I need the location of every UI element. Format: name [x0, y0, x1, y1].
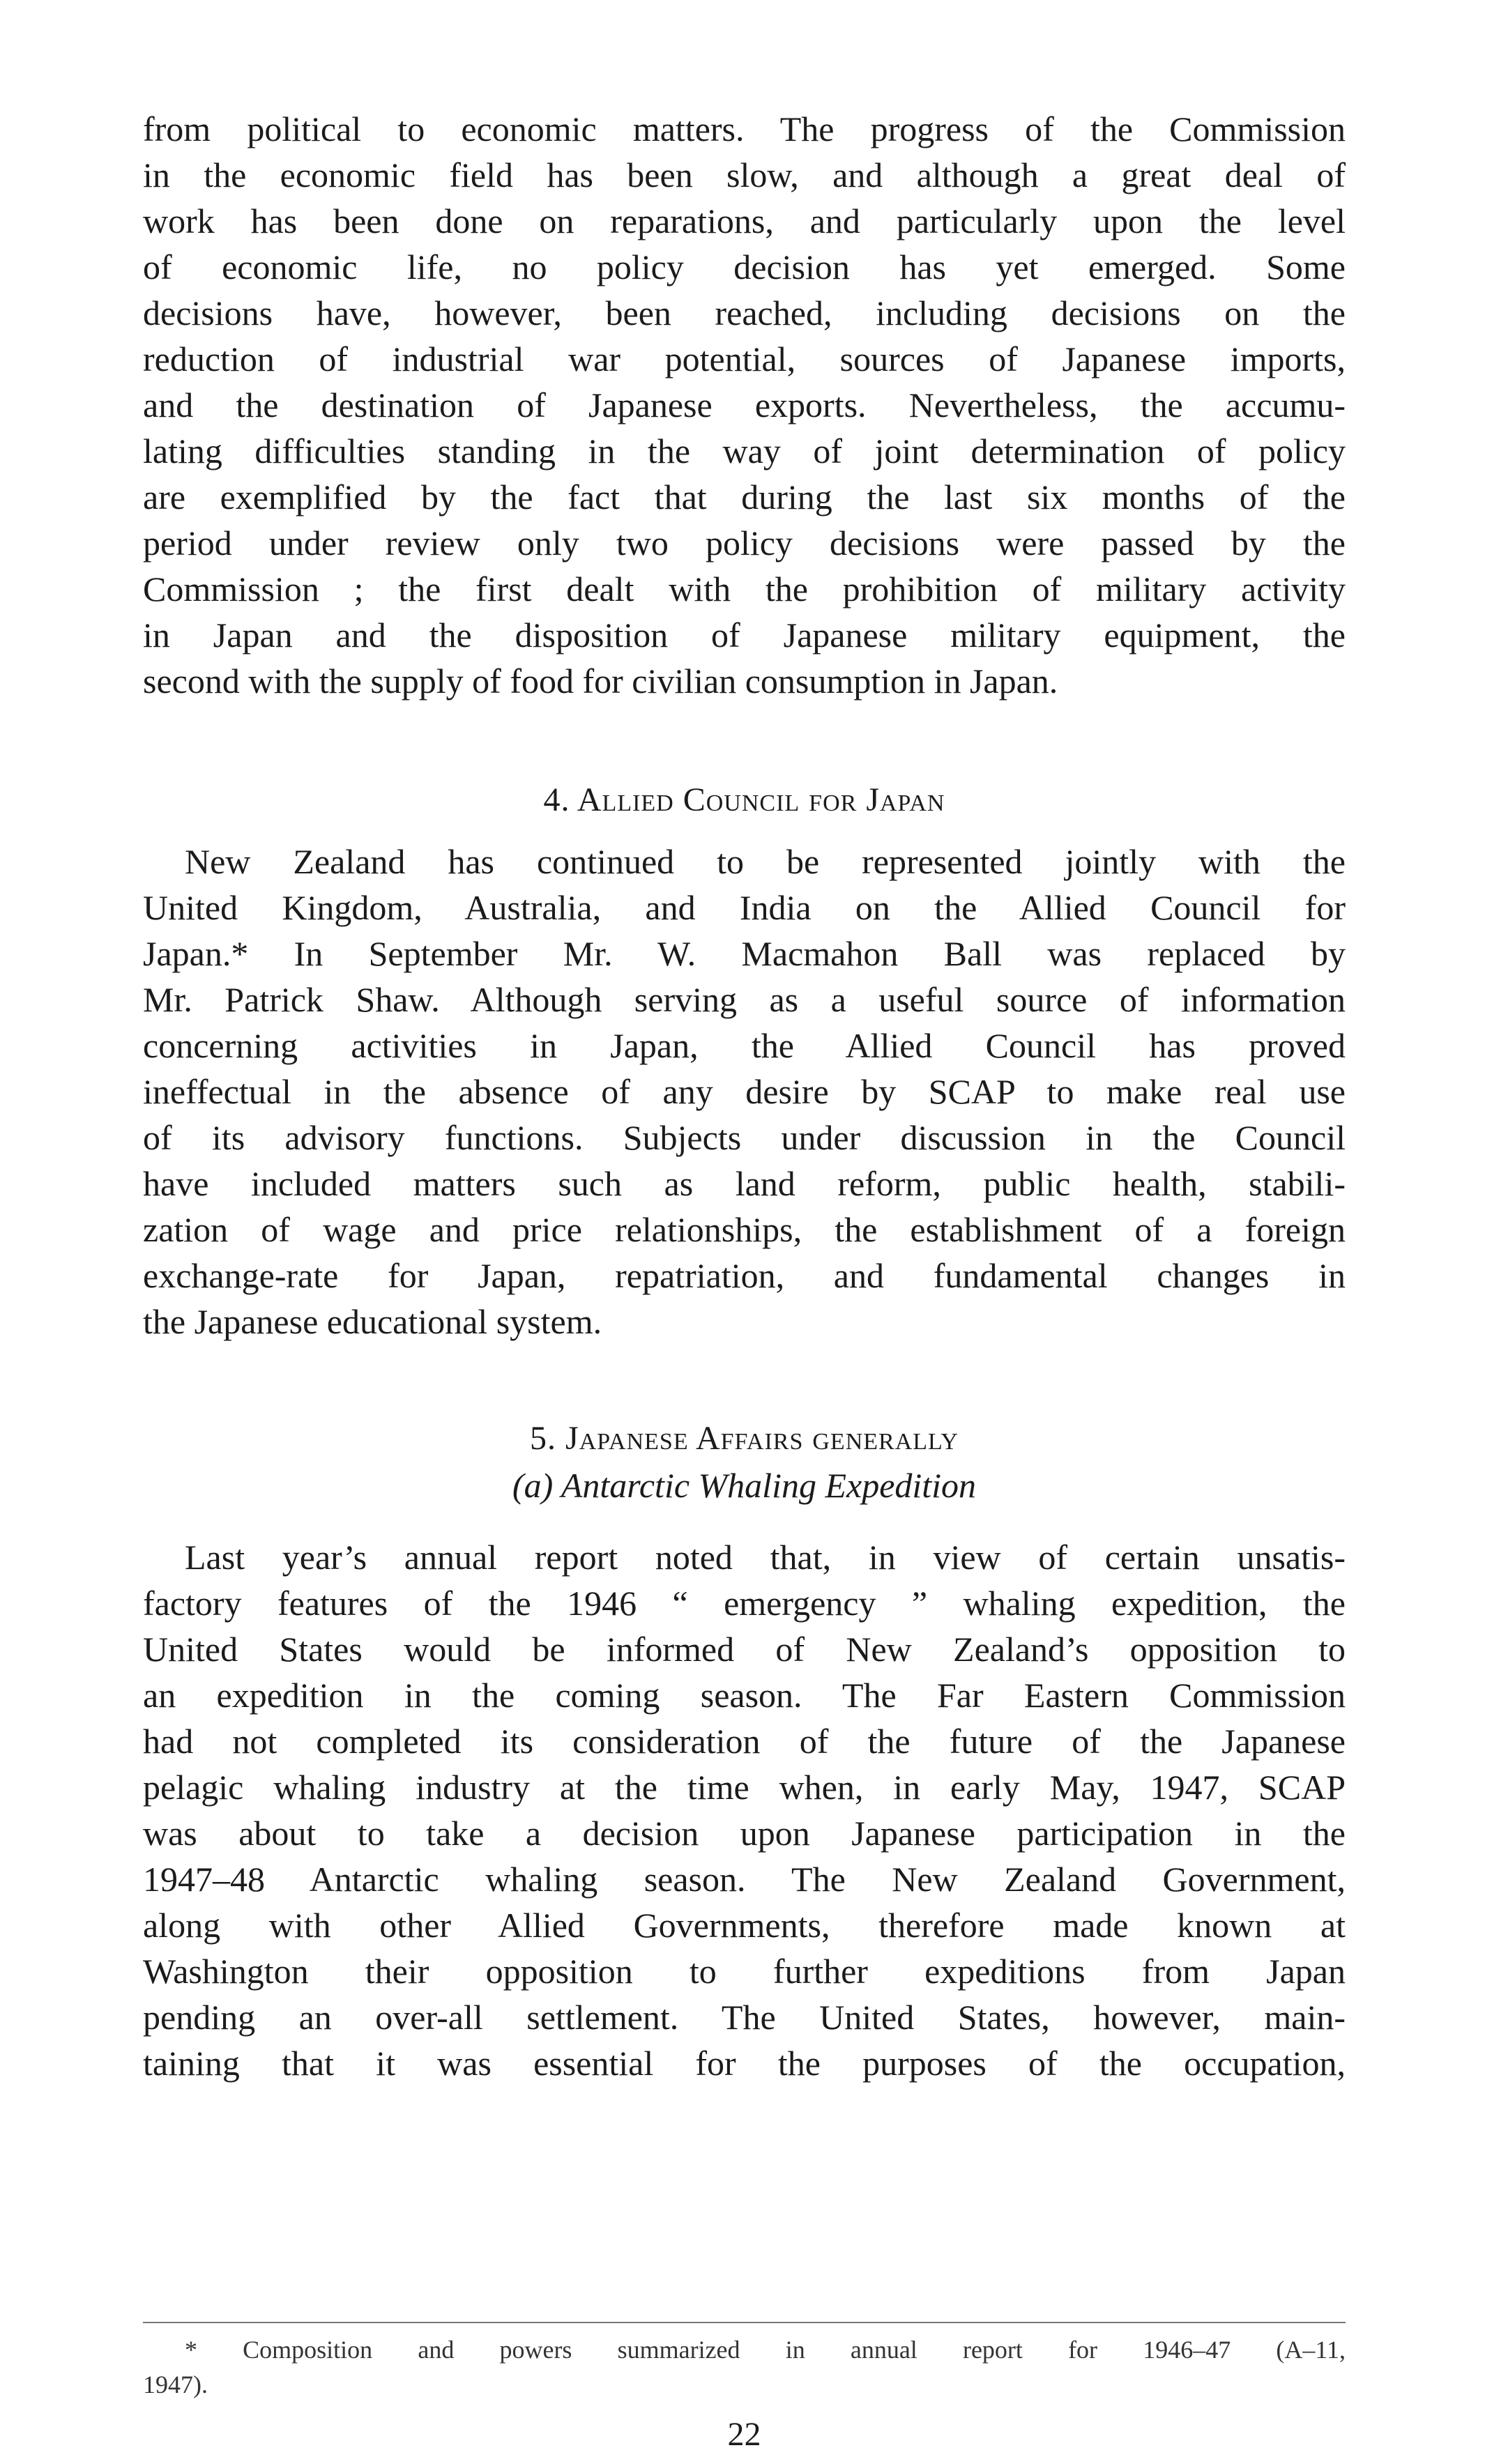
text-line: Japan.* In September Mr. W. Macmahon Ball was replaced by: [143, 934, 1346, 973]
footnote-text-continued: 1947).: [143, 2371, 208, 2398]
text-line: taining that it was essential for the purposes of the occupation,: [143, 2044, 1346, 2083]
subsection-heading-whaling: (a) Antarctic Whaling Expedition: [512, 1466, 977, 1505]
page-number: 22: [727, 2416, 761, 2453]
text-line: lating difficulties standing in the way of joint determination of policy: [143, 431, 1346, 470]
text-line: work has been done on reparations, and particularly upon the level: [143, 201, 1346, 240]
text-line: 1947–48 Antarctic whaling season. The New Zealand Government,: [143, 1860, 1346, 1899]
text-line: of its advisory functions. Subjects under discussion in the Council: [143, 1118, 1346, 1157]
text-line: Mr. Patrick Shaw. Although serving as a useful source of information: [143, 980, 1346, 1019]
text-line: reduction of industrial war potential, sources of Japanese imports,: [143, 339, 1346, 378]
text-line: had not completed its consideration of the future of the Japanese: [143, 1722, 1346, 1761]
text-line: factory features of the 1946 “ emergency ” whaling expedition, the: [143, 1584, 1346, 1623]
text-line: second with the supply of food for civilian consumption in Japan.: [143, 661, 1058, 701]
text-line: Commission ; the first dealt with the prohibition of military activity: [143, 569, 1346, 609]
text-line: pending an over-all settlement. The United States, however, main-: [143, 1998, 1346, 2037]
text-line: from political to economic matters. The progress of the Commission: [143, 109, 1346, 148]
section-heading-allied-council: 4. Allied Council for Japan: [543, 781, 945, 818]
text-line: Washington their opposition to further expeditions from Japan: [143, 1952, 1346, 1991]
text-line: ineffectual in the absence of any desire by SCAP to make real use: [143, 1072, 1346, 1111]
text-line: was about to take a decision upon Japanese participation in the: [143, 1814, 1346, 1853]
text-line: are exemplified by the fact that during the last six months of the: [143, 477, 1346, 516]
text-line: New Zealand has continued to be represented jointly with the: [185, 842, 1346, 881]
section-heading-japanese-affairs: 5. Japanese Affairs generally: [530, 1420, 959, 1457]
text-line: in Japan and the disposition of Japanese military equipment, the: [143, 615, 1346, 655]
footnote-divider: [143, 2322, 1346, 2323]
text-line: period under review only two policy decisions were passed by the: [143, 523, 1346, 563]
text-line: in the economic field has been slow, and although a great deal of: [143, 155, 1346, 194]
text-line: United States would be informed of New Zealand’s opposition to: [143, 1630, 1346, 1669]
text-line: decisions have, however, been reached, including decisions on the: [143, 293, 1346, 332]
text-line: pelagic whaling industry at the time when, in early May, 1947, SCAP: [143, 1768, 1346, 1807]
footnote-text: * Composition and powers summarized in annual report for 1946–47 (A–11,: [185, 2336, 1346, 2364]
text-line: zation of wage and price relationships, the establishment of a foreign: [143, 1210, 1346, 1249]
text-line: along with other Allied Governments, therefore made known at: [143, 1906, 1346, 1945]
text-line: the Japanese educational system.: [143, 1302, 602, 1341]
text-line: Last year’s annual report noted that, in view of certain unsatis-: [185, 1538, 1346, 1577]
text-line: United Kingdom, Australia, and India on the Allied Council for: [143, 888, 1346, 927]
text-line: and the destination of Japanese exports. Nevertheless, the accumu-: [143, 385, 1346, 424]
text-line: of economic life, no policy decision has yet emerged. Some: [143, 247, 1346, 286]
text-line: exchange-rate for Japan, repatriation, and fundamental changes in: [143, 1256, 1346, 1295]
text-line: concerning activities in Japan, the Allied Council has proved: [143, 1026, 1346, 1065]
text-line: an expedition in the coming season. The Far Eastern Commission: [143, 1676, 1346, 1715]
text-line: have included matters such as land reform, public health, stabili-: [143, 1164, 1346, 1203]
